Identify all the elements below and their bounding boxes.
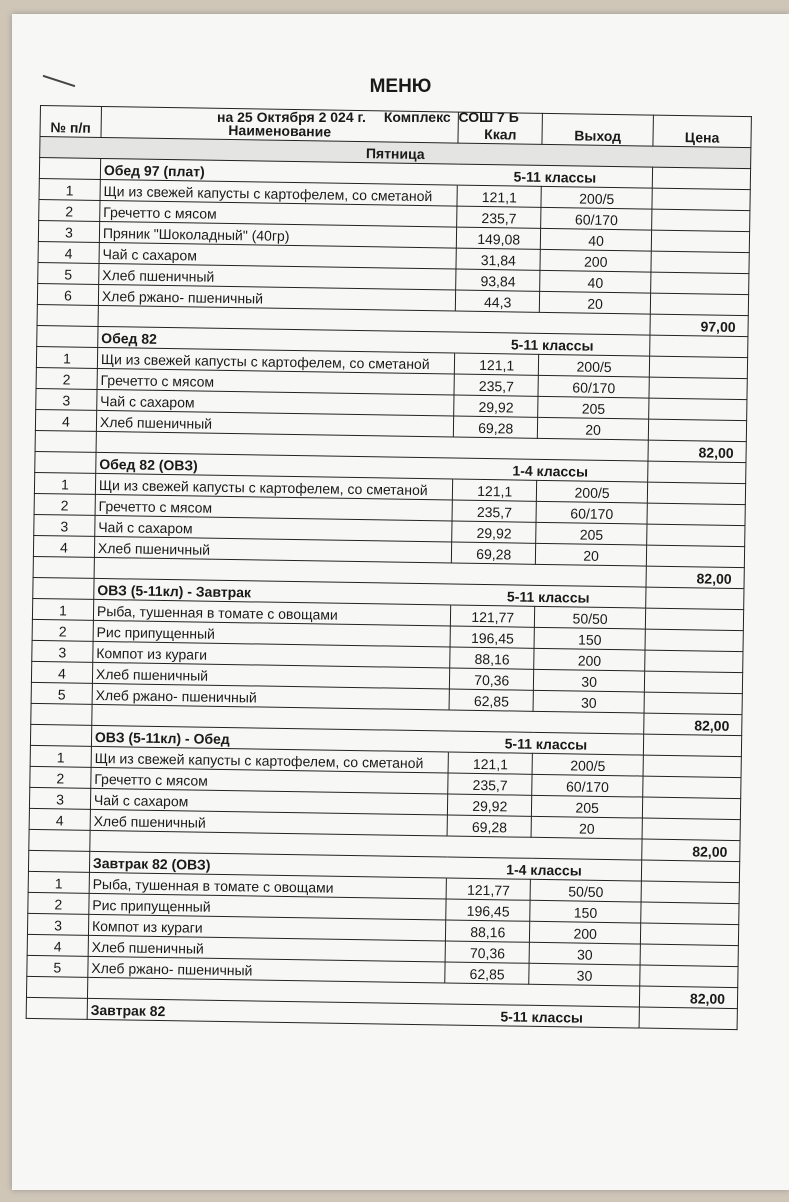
item-output: 30 (529, 963, 640, 986)
item-kcal: 121,1 (455, 353, 539, 375)
item-number: 1 (32, 598, 93, 620)
section-number-cell (39, 158, 100, 180)
item-number: 4 (31, 661, 92, 683)
item-name: Гречетто с мясом (91, 767, 449, 794)
item-number: 6 (37, 283, 98, 305)
section-group: 5-11 классы (458, 164, 653, 188)
item-output: 60/170 (538, 375, 649, 398)
item-name: Щи из свежей капусты с картофелем, со сметаной (91, 746, 449, 773)
item-price-cell (642, 797, 740, 820)
item-price-cell (648, 419, 746, 442)
item-price-cell (649, 398, 747, 421)
item-output: 30 (533, 690, 644, 713)
section-group: 5-11 классы (451, 584, 646, 608)
section-price-cell (652, 167, 750, 190)
col-header-kcal: Ккал (458, 112, 542, 144)
item-name: Чай с сахаром (97, 389, 455, 416)
item-name: Компот из кураги (88, 914, 446, 941)
item-number: 3 (36, 388, 97, 410)
item-kcal: 121,1 (448, 752, 532, 774)
item-kcal: 121,77 (451, 605, 535, 627)
section-name: ОВЗ (5-11кл) - Завтрак (94, 578, 452, 605)
item-kcal: 121,1 (457, 185, 541, 207)
total-blank-cell (35, 430, 96, 452)
section-number-cell (33, 577, 94, 599)
item-kcal: 62,85 (445, 962, 529, 984)
item-output: 200 (534, 648, 645, 671)
col-header-price: Цена (653, 115, 751, 148)
item-output: 200 (530, 921, 641, 944)
section-price-cell (648, 461, 746, 484)
item-name: Компот из кураги (93, 641, 451, 668)
item-number: 2 (36, 367, 97, 389)
item-kcal: 70,36 (445, 941, 529, 963)
item-output: 150 (530, 900, 641, 923)
item-number: 5 (27, 955, 88, 977)
item-kcal: 69,28 (452, 542, 536, 564)
item-number: 2 (34, 493, 95, 515)
item-kcal: 69,28 (447, 815, 531, 837)
page-title: МЕНЮ (369, 76, 432, 97)
item-name: Хлеб ржано- пшеничный (88, 956, 446, 983)
item-price-cell (651, 251, 749, 274)
item-output: 200/5 (537, 480, 648, 503)
item-kcal: 29,92 (454, 395, 538, 417)
item-number: 3 (29, 787, 90, 809)
item-name: Хлеб ржано- пшеничный (92, 683, 450, 710)
item-price-cell (641, 902, 739, 925)
item-name: Чай с сахаром (95, 515, 453, 542)
item-price-cell (647, 524, 745, 547)
item-output: 20 (531, 816, 642, 839)
item-name: Щи из свежей капусты с картофелем, со сметаной (95, 473, 453, 500)
item-name: Хлеб ржано- пшеничный (98, 284, 456, 311)
item-number: 3 (32, 640, 93, 662)
item-price-cell (644, 671, 742, 694)
item-number: 4 (27, 934, 88, 956)
item-name: Гречетто с мясом (100, 200, 458, 227)
item-kcal: 88,16 (450, 647, 534, 669)
item-name: Рис припущенный (93, 620, 451, 647)
item-price-cell (641, 881, 739, 904)
complex-text: Комплекс СОШ 7 Б (383, 109, 519, 125)
item-price-cell (643, 755, 741, 778)
item-number: 2 (39, 199, 100, 221)
item-price-cell (640, 923, 738, 946)
item-name: Хлеб пшеничный (99, 263, 457, 290)
section-total-price: 82,00 (642, 839, 740, 862)
section-group: 1-4 классы (453, 458, 648, 482)
item-price-cell (647, 482, 745, 505)
section-number-cell (26, 997, 87, 1019)
item-name: Рыба, тушенная в томате с овощами (93, 599, 451, 626)
item-number: 1 (34, 472, 95, 494)
section-price-cell (646, 587, 744, 610)
section-total-price: 82,00 (648, 440, 746, 463)
section-number-cell (30, 724, 91, 746)
item-output: 150 (534, 627, 645, 650)
item-output: 200 (540, 249, 651, 272)
item-price-cell (642, 818, 740, 841)
item-number: 1 (36, 346, 97, 368)
item-output: 60/170 (536, 501, 647, 524)
item-name: Чай с сахаром (99, 242, 457, 269)
item-number: 4 (35, 409, 96, 431)
item-name: Рыба, тушенная в томате с овощами (89, 872, 447, 899)
item-kcal: 62,85 (449, 689, 533, 711)
item-number: 1 (39, 178, 100, 200)
item-name: Хлеб пшеничный (94, 536, 452, 563)
item-output: 30 (529, 942, 640, 965)
section-total-price: 82,00 (646, 566, 744, 589)
item-price-cell (645, 650, 743, 673)
item-number: 4 (38, 241, 99, 263)
menu-table (26, 105, 752, 1030)
item-kcal: 44,3 (456, 290, 540, 312)
section-number-cell (28, 850, 89, 872)
col-header-output: Выход (542, 113, 653, 146)
item-number: 2 (28, 892, 89, 914)
item-output: 205 (532, 795, 643, 818)
item-output: 50/50 (530, 879, 641, 902)
item-kcal: 235,7 (448, 773, 532, 795)
item-name: Гречетто с мясом (95, 494, 453, 521)
section-number-cell (37, 325, 98, 347)
total-blank-cell (33, 556, 94, 578)
item-price-cell (647, 503, 745, 526)
total-blank-cell (37, 304, 98, 326)
section-group: 1-4 классы (447, 857, 642, 881)
item-output: 200/5 (541, 186, 652, 209)
item-name: Пряник "Шоколадный" (40гр) (99, 221, 457, 248)
menu-body (26, 137, 751, 1030)
section-group: 5-11 классы (449, 731, 644, 755)
item-price-cell (645, 608, 743, 631)
item-number: 1 (30, 745, 91, 767)
item-name: Чай с сахаром (90, 788, 448, 815)
total-blank-cell (29, 829, 90, 851)
item-number: 2 (30, 766, 91, 788)
item-kcal: 29,92 (452, 521, 536, 543)
section-name: Завтрак 82 (87, 998, 445, 1025)
total-blank-cell (26, 976, 87, 998)
item-name: Рис припущенный (89, 893, 447, 920)
item-number: 5 (31, 682, 92, 704)
date-text: на 25 Октября 2 024 г. (217, 109, 366, 125)
item-price-cell (646, 545, 744, 568)
item-number: 2 (32, 619, 93, 641)
item-kcal: 121,77 (446, 878, 530, 900)
item-output: 60/170 (532, 774, 643, 797)
item-number: 5 (38, 262, 99, 284)
item-kcal: 29,92 (448, 794, 532, 816)
col-header-name: Наименование (101, 106, 459, 143)
item-kcal: 235,7 (457, 206, 541, 228)
item-kcal: 70,36 (450, 668, 534, 690)
item-price-cell (640, 965, 738, 988)
item-name: Щи из свежей капусты с картофелем, со сметаной (100, 179, 458, 206)
section-name: Завтрак 82 (ОВЗ) (89, 851, 447, 878)
item-price-cell (651, 272, 749, 295)
item-price-cell (652, 209, 750, 232)
section-price-cell (650, 335, 748, 358)
item-price-cell (649, 377, 747, 400)
item-price-cell (643, 776, 741, 799)
item-price-cell (651, 230, 749, 253)
total-blank-cell (31, 703, 92, 725)
item-output: 30 (534, 669, 645, 692)
item-kcal: 149,08 (457, 227, 541, 249)
item-output: 40 (541, 228, 652, 251)
col-header-number: № п/п (40, 106, 101, 138)
item-output: 205 (536, 522, 647, 545)
item-kcal: 93,84 (456, 269, 540, 291)
section-group: 5-11 классы (455, 332, 650, 356)
item-kcal: 88,16 (446, 920, 530, 942)
section-name: Обед 82 (ОВЗ) (96, 452, 454, 479)
section-price-cell (643, 734, 741, 757)
item-output: 20 (538, 417, 649, 440)
item-output: 40 (540, 270, 651, 293)
section-total-price: 82,00 (639, 986, 737, 1009)
item-output: 60/170 (541, 207, 652, 230)
item-name: Щи из свежей капусты с картофелем, со сметаной (97, 347, 455, 374)
item-price-cell (640, 944, 738, 967)
item-output: 50/50 (535, 606, 646, 629)
day-label: Пятница (40, 137, 751, 169)
item-price-cell (652, 188, 750, 211)
item-kcal: 69,28 (454, 416, 538, 438)
item-name: Гречетто с мясом (97, 368, 455, 395)
section-name: Обед 82 (98, 326, 456, 353)
item-output: 200/5 (539, 354, 650, 377)
item-output: 20 (540, 291, 651, 314)
item-price-cell (645, 629, 743, 652)
item-kcal: 121,1 (453, 479, 537, 501)
item-number: 4 (33, 535, 94, 557)
section-total-price: 97,00 (650, 314, 748, 337)
item-name: Хлеб пшеничный (90, 809, 448, 836)
section-name: Обед 97 (плат) (100, 158, 458, 185)
item-kcal: 235,7 (454, 374, 538, 396)
item-kcal: 196,45 (450, 626, 534, 648)
section-name: ОВЗ (5-11кл) - Обед (91, 725, 449, 752)
item-kcal: 235,7 (452, 500, 536, 522)
item-name: Хлеб пшеничный (96, 410, 454, 437)
section-number-cell (35, 451, 96, 473)
section-group: 5-11 классы (444, 1004, 639, 1028)
item-kcal: 31,84 (456, 248, 540, 270)
item-price-cell (644, 692, 742, 715)
item-number: 3 (38, 220, 99, 242)
item-number: 3 (34, 514, 95, 536)
item-name: Хлеб пшеничный (88, 935, 446, 962)
item-price-cell (649, 356, 747, 379)
item-kcal: 196,45 (446, 899, 530, 921)
item-number: 1 (28, 871, 89, 893)
item-number: 4 (29, 808, 90, 830)
item-price-cell (650, 293, 748, 316)
item-output: 20 (536, 543, 647, 566)
item-output: 205 (538, 396, 649, 419)
section-price-cell (641, 860, 739, 883)
section-price-cell (639, 1007, 737, 1030)
item-output: 200/5 (532, 753, 643, 776)
item-number: 3 (27, 913, 88, 935)
section-total-price: 82,00 (644, 713, 742, 736)
item-name: Хлеб пшеничный (92, 662, 450, 689)
